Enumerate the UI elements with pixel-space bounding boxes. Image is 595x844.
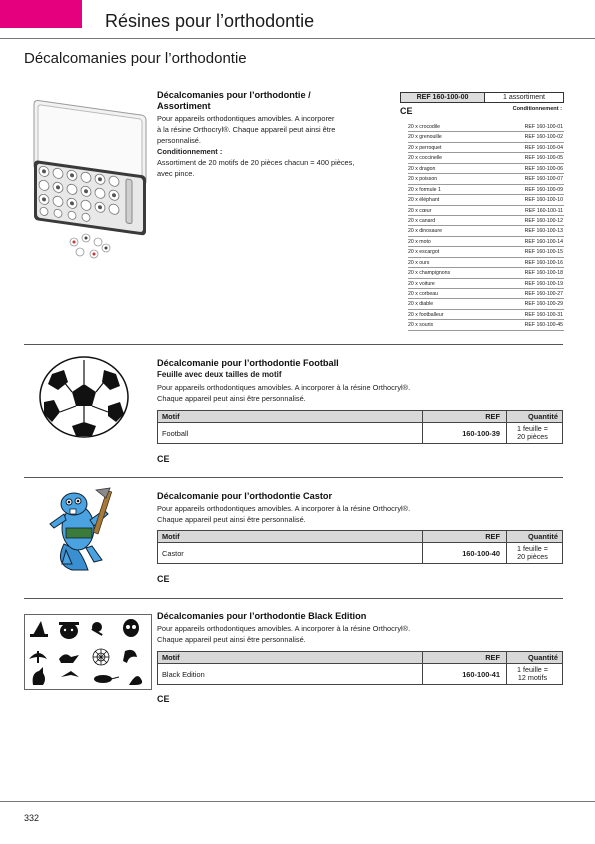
ref-item-code: REF 160-100-06	[524, 165, 563, 172]
ref-list-item	[408, 153, 564, 163]
ref-list-item	[408, 237, 564, 247]
assortment-case-image	[24, 96, 152, 264]
assortment-ref-quantity: 1 assortiment	[485, 93, 563, 102]
block-divider	[24, 477, 563, 478]
ref-list-item	[408, 132, 564, 142]
ref-item-code: REF 160-100-45	[524, 322, 563, 329]
header-ref: REF	[422, 411, 506, 422]
header-divider	[0, 38, 595, 39]
ref-item-code: REF 160-100-29	[524, 301, 563, 308]
table-row	[157, 543, 563, 564]
ref-item-name: 20 x perroquet	[408, 144, 442, 151]
ref-item-code: REF 160-100-05	[524, 155, 563, 162]
table-row	[157, 664, 563, 685]
ref-item-code: REF 160-100-04	[524, 144, 563, 151]
black-edition-table	[157, 651, 563, 685]
ref-list-item	[408, 289, 564, 299]
ref-list-item	[408, 206, 564, 216]
football-title: Décalcomanie pour l’orthodontie Football	[157, 358, 339, 368]
ref-item-code: REF 160-100-10	[524, 197, 563, 204]
beaver-image	[44, 484, 122, 574]
ref-item-code: REF 160-100-11	[525, 207, 563, 214]
block-divider	[24, 344, 563, 345]
ref-item-code: REF 160-100-12	[524, 217, 563, 224]
ref-list-item	[408, 247, 564, 257]
ref-item-code: REF 160-100-01	[524, 124, 563, 130]
chapter-title: Résines pour l’orthodontie	[105, 11, 315, 31]
ref-list-item	[408, 174, 564, 184]
ref-list-item	[408, 310, 564, 320]
ref-list-item	[408, 122, 564, 132]
castor-description: Pour appareils orthodontiques amovibles. A incorporer à la résine Orthocryl®. Chaque appareil peut ainsi être personnalisé.	[157, 504, 411, 524]
ref-item-name: 20 x souris	[408, 322, 434, 329]
header-motif: Motif	[162, 532, 180, 541]
football-description: Pour appareils orthodontiques amovibles. A incorporer à la résine Orthocryl®. Chaque appareil peut ainsi être personnalisé.	[157, 383, 411, 403]
header-motif: Motif	[162, 412, 180, 421]
ref-item-name: 20 x corbeau	[408, 291, 438, 297]
assortment-description: Pour appareils orthodontiques amovibles. A incorporer à la résine Orthocryl®. Chaque appareil peut ainsi être personnalisé. Conditionnement : Assortiment de 20 motifs de 20 pièces chacun = 400 pièces, avec pince.	[157, 114, 355, 178]
black-edition-title: Décalcomanies pour l’orthodontie Black Edition	[157, 611, 367, 621]
ref-item-name: 20 x footballeur	[408, 311, 444, 318]
header-quantity: Quantité	[506, 652, 562, 663]
ref-item-name: 20 x moto	[408, 238, 431, 245]
black-edition-image	[24, 614, 152, 690]
football-table	[157, 410, 563, 444]
football-image	[38, 356, 130, 438]
ref-item-name: 20 x canard	[408, 217, 436, 224]
header-quantity: Quantité	[506, 531, 562, 542]
ref-item-name: 20 x diable	[408, 301, 434, 308]
ref-item-name: 20 x poisson	[408, 176, 438, 183]
assortment-ref-list	[408, 122, 564, 331]
ref-item-name: 20 x ours	[408, 259, 430, 266]
block-divider	[24, 598, 563, 599]
cell-ref: 160-100-41	[422, 664, 506, 684]
cell-ref: 160-100-40	[422, 543, 506, 563]
ref-item-code: REF 160-100-13	[524, 228, 563, 235]
black-edition-description: Pour appareils orthodontiques amovibles. A incorporer à la résine Orthocryl®. Chaque appareil peut ainsi être personnalisé.	[157, 624, 411, 644]
ref-item-name: 20 x crocodile	[408, 124, 441, 130]
ce-mark: CE	[157, 454, 170, 464]
page-number: 332	[24, 813, 40, 823]
ref-item-name: 20 x grenouille	[408, 134, 442, 141]
ref-item-code: REF 160-100-19	[524, 280, 563, 287]
cell-quantity: 1 feuille = 12 motifs	[506, 664, 562, 684]
ref-item-name: 20 x escargot	[408, 249, 440, 256]
ref-item-code: REF 160-100-16	[524, 259, 563, 266]
ref-list-item	[408, 164, 564, 174]
table-row	[157, 423, 563, 444]
ref-item-name: 20 x voiture	[408, 280, 435, 287]
ref-list-item	[408, 299, 564, 309]
ref-item-name: 20 x dragon	[408, 165, 436, 172]
cell-motif: Black Edition	[162, 669, 205, 679]
ref-item-code: REF 160-100-09	[524, 186, 563, 193]
ref-list-item	[408, 320, 564, 330]
ref-list-item	[408, 143, 564, 153]
conditionnement-heading: Conditionnement :	[512, 106, 562, 112]
football-subtitle: Feuille avec deux tailles de motif	[157, 370, 282, 379]
ref-item-code: REF 160-100-31	[524, 311, 563, 318]
ref-item-name: 20 x dinosaure	[408, 228, 443, 235]
header-ref: REF	[422, 652, 506, 663]
ref-item-name: 20 x éléphant	[408, 197, 440, 204]
cell-motif: Football	[162, 428, 189, 438]
cell-quantity: 1 feuille = 20 pièces	[506, 543, 562, 563]
ref-list-item	[408, 279, 564, 289]
ref-list-item	[408, 195, 564, 205]
ref-item-name: 20 x coccinelle	[408, 155, 443, 162]
cell-quantity: 1 feuille = 20 pièces	[506, 423, 562, 443]
ref-item-name: 20 x formule 1	[408, 186, 441, 193]
ref-item-code: REF 160-100-15	[524, 249, 563, 256]
ce-mark: CE	[157, 694, 170, 704]
ref-item-code: REF 160-100-14	[524, 238, 563, 245]
ref-item-name: 20 x champignons	[408, 270, 451, 277]
castor-table	[157, 530, 563, 564]
ref-list-item	[408, 185, 564, 195]
ce-mark: CE	[400, 106, 413, 116]
ref-list-item	[408, 216, 564, 226]
ref-item-name: 20 x cœur	[408, 207, 432, 214]
section-title: Décalcomanies pour l’orthodontie	[24, 50, 247, 67]
ref-item-code: REF 160-100-07	[524, 176, 563, 183]
ref-list-item	[408, 226, 564, 236]
header-ref: REF	[422, 531, 506, 542]
assortment-ref-table	[400, 92, 564, 331]
chapter-color-tab	[0, 0, 82, 28]
castor-title: Décalcomanie pour l’orthodontie Castor	[157, 491, 333, 501]
ref-item-code: REF 160-100-02	[524, 134, 563, 141]
ref-list-item	[408, 268, 564, 278]
ce-mark: CE	[157, 574, 170, 584]
assortment-ref-header	[400, 92, 564, 103]
cell-ref: 160-100-39	[422, 423, 506, 443]
cell-motif: Castor	[162, 548, 184, 558]
ref-item-code: REF 160-100-18	[524, 270, 563, 277]
assortment-ref-code: REF 160-100-00	[401, 93, 485, 102]
footer-divider	[0, 801, 595, 802]
header-motif: Motif	[162, 653, 180, 662]
header-quantity: Quantité	[506, 411, 562, 422]
ref-list-item	[408, 258, 564, 268]
assortment-title: Décalcomanies pour l’orthodontie / Assortiment	[157, 90, 311, 111]
ref-item-code: REF 160-100-27	[524, 291, 563, 297]
